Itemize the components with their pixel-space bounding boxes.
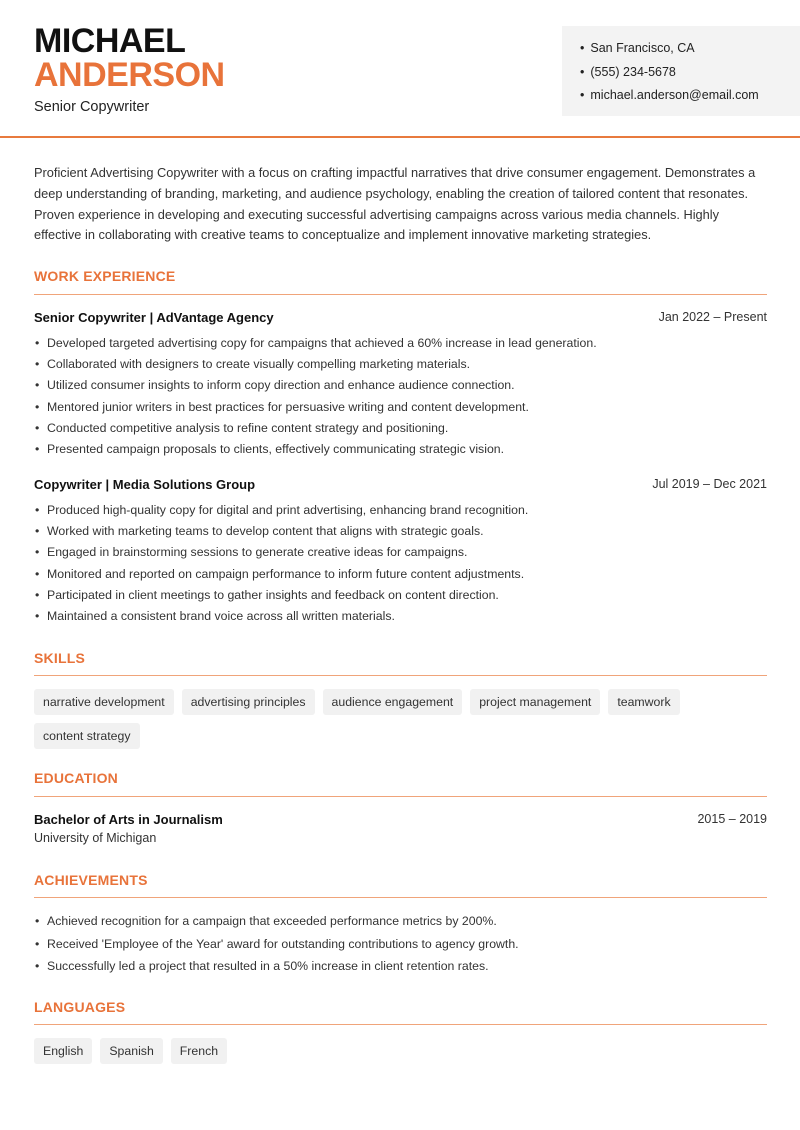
job-bullets bbox=[34, 500, 767, 627]
job-role: Copywriter | Media Solutions Group bbox=[34, 477, 256, 492]
skill-tag: content strategy bbox=[34, 723, 140, 749]
list-item: • Participated in client meetings to gather insights and feedback on content direction. bbox=[34, 585, 767, 606]
job-role: Senior Copywriter | AdVantage Agency bbox=[34, 310, 274, 325]
section-title-skills: SKILLS bbox=[34, 650, 85, 666]
list-item: • Received 'Employee of the Year' award for outstanding contributions to agency growth. bbox=[34, 933, 767, 956]
section-title-education: EDUCATION bbox=[34, 770, 118, 786]
summary-paragraph: Proficient Advertising Copywriter with a focus on crafting impactful narratives that drive consumer engagement. Demonstrates a deep understanding of branding, marketing, and audience psychology, enabling the creation of tailored content that resonates. Proven experience in developing and executing successful advertising campaigns across various media channels. Highly effective in collaborating with creative teams to conceptualize and implement innovative marketing strategies. bbox=[34, 165, 756, 243]
skill-tag: audience engagement bbox=[323, 689, 463, 715]
job-header bbox=[34, 477, 767, 492]
achievements-list bbox=[34, 910, 767, 978]
list-item: • Monitored and reported on campaign performance to inform future content adjustments. bbox=[34, 564, 767, 585]
list-item: • Conducted competitive analysis to refine content strategy and positioning. bbox=[34, 418, 767, 439]
skill-tag: teamwork bbox=[608, 689, 679, 715]
section-title-work: WORK EXPERIENCE bbox=[34, 268, 176, 284]
language-tag: French bbox=[171, 1038, 227, 1064]
education-degree: Bachelor of Arts in Journalism bbox=[34, 812, 223, 827]
list-item: • Worked with marketing teams to develop content that aligns with strategic goals. bbox=[34, 521, 767, 542]
section-divider bbox=[34, 1024, 767, 1025]
job-dates: Jan 2022 – Present bbox=[658, 310, 767, 324]
first-name: MICHAEL bbox=[34, 22, 186, 60]
language-tag: English bbox=[34, 1038, 92, 1064]
job-title: Senior Copywriter bbox=[34, 99, 150, 115]
section-title-achievements: ACHIEVEMENTS bbox=[34, 872, 148, 888]
list-item: • Presented campaign proposals to clients, effectively communicating strategic vision. bbox=[34, 439, 767, 460]
section-divider bbox=[34, 897, 767, 898]
contact-box bbox=[562, 26, 800, 116]
list-item: • Successfully led a project that resulted in a 50% increase in client retention rates. bbox=[34, 955, 767, 978]
education-dates: 2015 – 2019 bbox=[697, 812, 767, 826]
contact-phone: • (555) 234-5678 bbox=[580, 61, 800, 85]
list-item: • Produced high-quality copy for digital and print advertising, enhancing brand recognition. bbox=[34, 500, 767, 521]
job-header bbox=[34, 310, 767, 325]
last-name: ANDERSON bbox=[34, 56, 225, 94]
language-tag: Spanish bbox=[100, 1038, 162, 1064]
skill-tag: narrative development bbox=[34, 689, 174, 715]
skills-tags bbox=[34, 689, 684, 749]
section-divider bbox=[34, 796, 767, 797]
section-divider bbox=[34, 675, 767, 676]
section-title-languages: LANGUAGES bbox=[34, 999, 126, 1015]
section-divider bbox=[34, 294, 767, 295]
contact-email[interactable]: • michael.anderson@email.com bbox=[580, 84, 800, 108]
list-item: • Achieved recognition for a campaign that exceeded performance metrics by 200%. bbox=[34, 910, 767, 933]
contact-location: • San Francisco, CA bbox=[580, 37, 800, 61]
list-item: • Mentored junior writers in best practices for persuasive writing and content development. bbox=[34, 397, 767, 418]
list-item: • Collaborated with designers to create visually compelling marketing materials. bbox=[34, 354, 767, 375]
resume-header bbox=[0, 0, 800, 138]
languages-tags bbox=[34, 1038, 767, 1064]
skill-tag: advertising principles bbox=[182, 689, 315, 715]
list-item: • Utilized consumer insights to inform copy direction and enhance audience connection. bbox=[34, 375, 767, 396]
list-item: • Maintained a consistent brand voice across all written materials. bbox=[34, 606, 767, 627]
job-dates: Jul 2019 – Dec 2021 bbox=[652, 477, 767, 491]
list-item: • Developed targeted advertising copy for campaigns that achieved a 60% increase in lead generation. bbox=[34, 333, 767, 354]
skill-tag: project management bbox=[470, 689, 600, 715]
list-item: • Engaged in brainstorming sessions to generate creative ideas for campaigns. bbox=[34, 542, 767, 563]
job-bullets bbox=[34, 333, 767, 460]
education-school: University of Michigan bbox=[34, 831, 157, 845]
